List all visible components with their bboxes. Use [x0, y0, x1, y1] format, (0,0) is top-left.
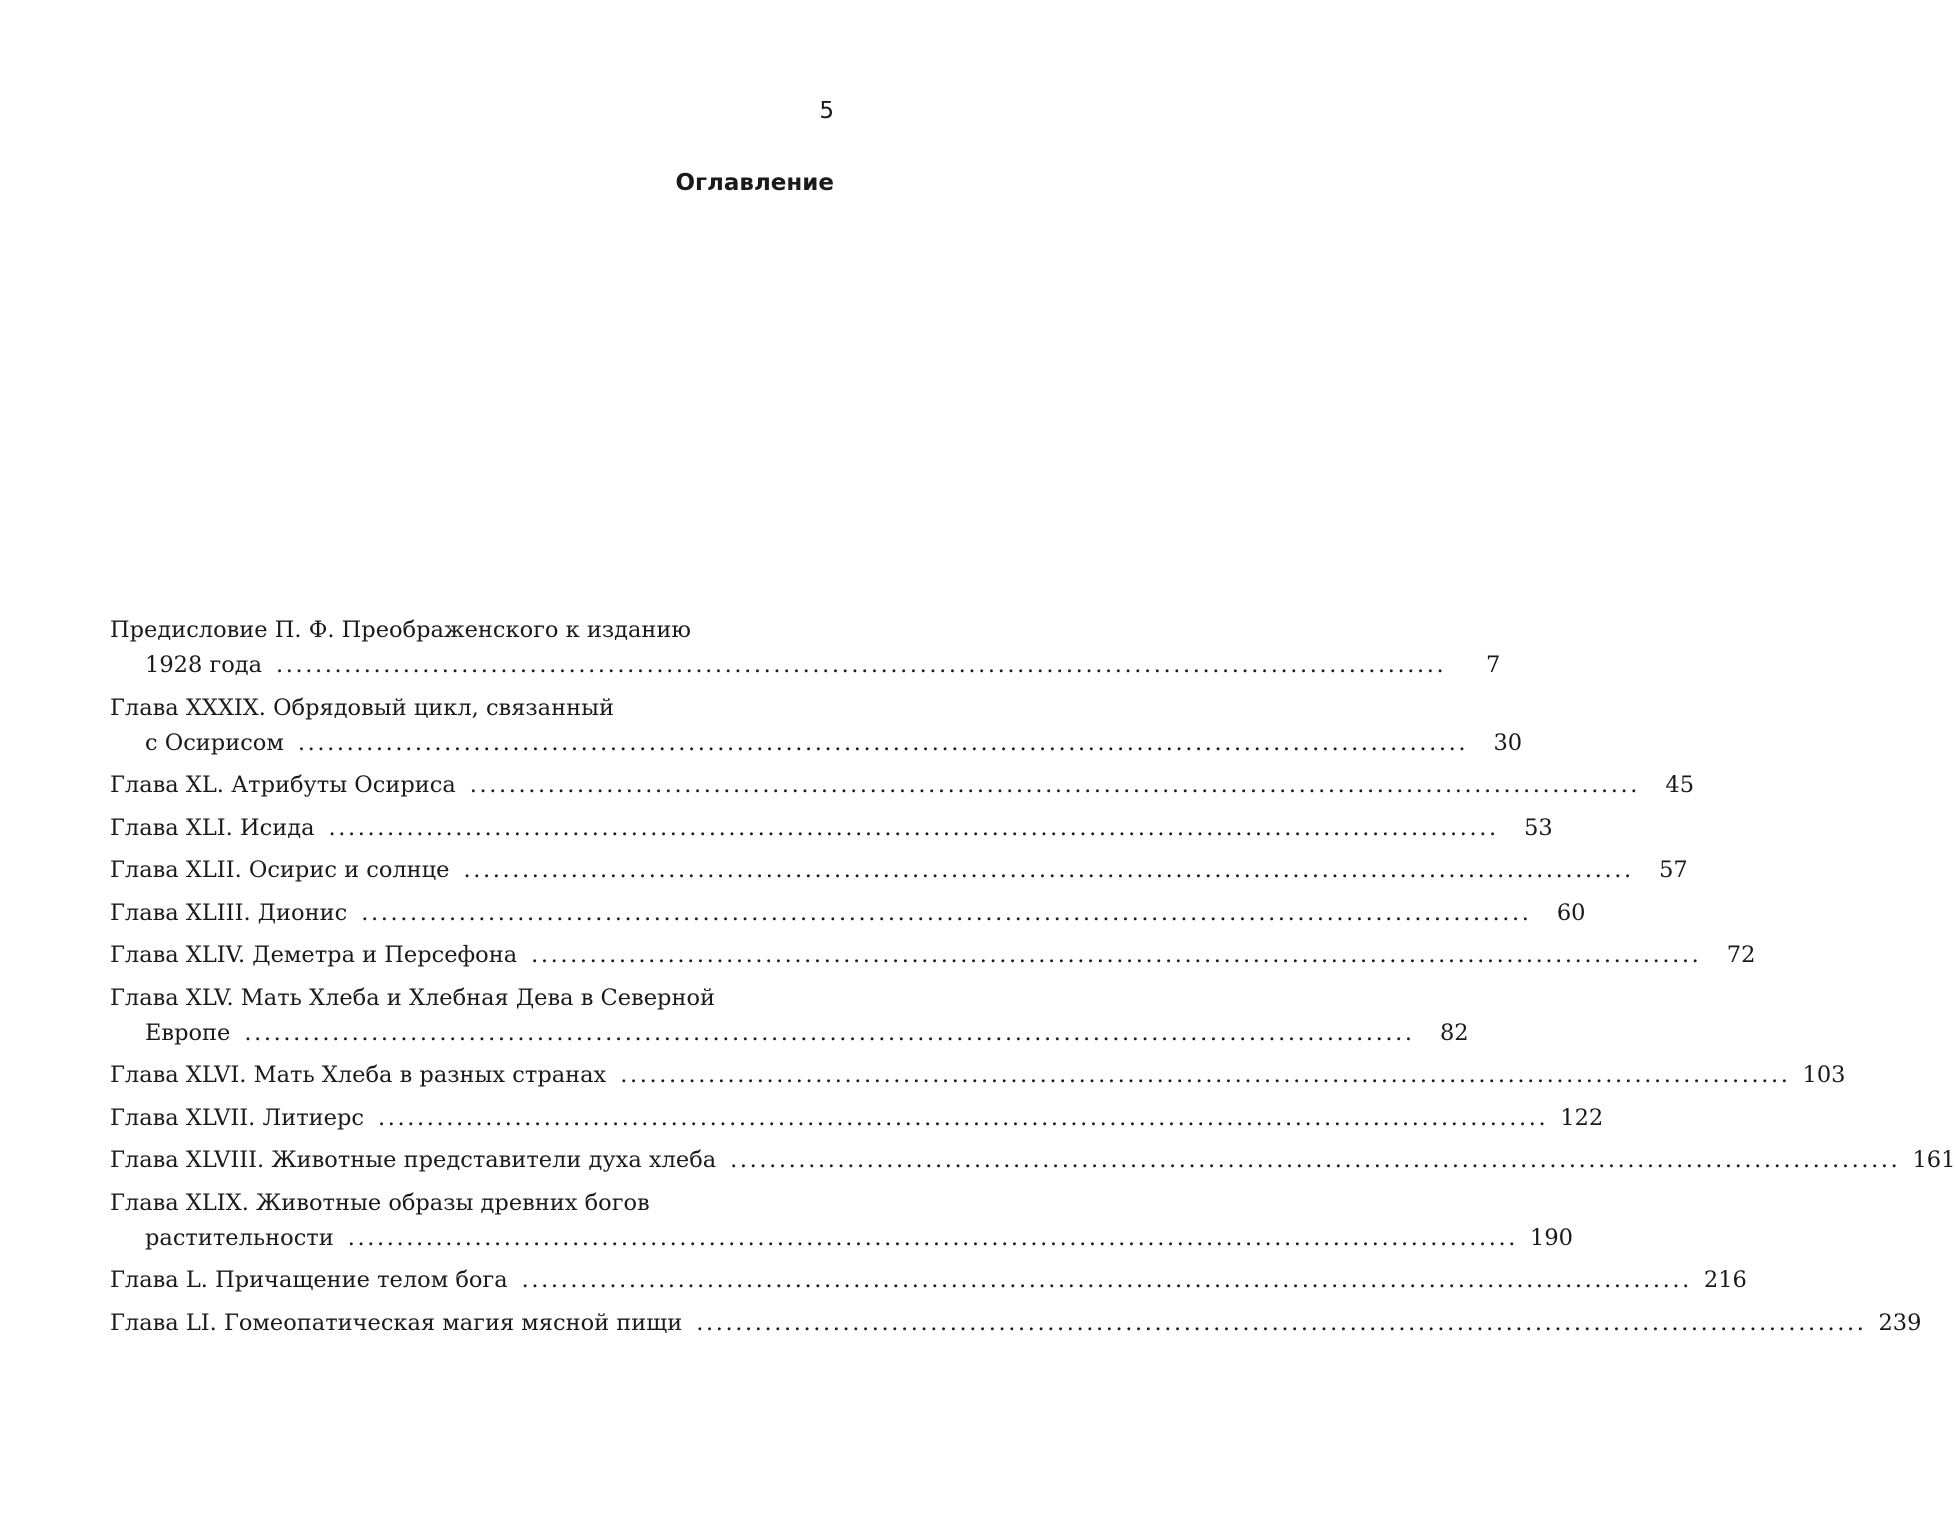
- toc-entry-title: Глава XLIII. Дионис: [110, 899, 348, 926]
- toc-entry-chapter-l[interactable]: [110, 1263, 1747, 1298]
- toc-entry-chapter-xliv[interactable]: [110, 938, 1756, 973]
- toc-entry-preface[interactable]: [110, 613, 1501, 683]
- toc-entry-chapter-xliii[interactable]: [110, 896, 1586, 931]
- dot-leader: ........................................................................................................................: [696, 1309, 1867, 1336]
- toc-entry-title: Глава XLVII. Литиерс: [110, 1104, 364, 1131]
- dot-leader: ........................................................................................................................: [463, 857, 1634, 883]
- toc-entry-chapter-xli[interactable]: [110, 811, 1553, 846]
- toc-entry-title: Глава XL. Атрибуты Осириса: [110, 772, 456, 798]
- toc-entry-chapter-xlii[interactable]: [110, 853, 1688, 888]
- toc-entry-title: Глава XLVI. Мать Хлеба в разных странах: [110, 1062, 607, 1088]
- table-of-contents: [110, 613, 1955, 1348]
- toc-entry-page: 7: [1485, 652, 1501, 678]
- toc-entry-title: Предисловие П. Ф. Преображенского к изданию: [110, 617, 691, 643]
- toc-entry-page: 53: [1524, 814, 1553, 841]
- toc-entry-chapter-xlix[interactable]: [110, 1186, 1573, 1256]
- toc-entry-chapter-xl[interactable]: [110, 768, 1695, 803]
- toc-entry-title: Глава XLIX. Животные образы древних богов: [110, 1189, 650, 1216]
- toc-entry-page: 190: [1530, 1224, 1573, 1251]
- toc-entry-page: 60: [1556, 899, 1586, 926]
- dot-leader: ........................................................................................................................: [244, 1019, 1415, 1046]
- dot-leader: ........................................................................................................................: [469, 772, 1641, 798]
- dot-leader: ........................................................................................................................: [328, 814, 1499, 841]
- toc-entry-title: Глава XXXIX. Обрядовый цикл, связанный: [110, 694, 614, 721]
- toc-entry-page: 30: [1493, 729, 1523, 756]
- dot-leader: ........................................................................................................................: [531, 942, 1702, 968]
- dot-leader: ........................................................................................................................: [347, 1224, 1519, 1251]
- toc-entry-page: 82: [1439, 1019, 1469, 1046]
- dot-leader: ........................................................................................................................: [276, 652, 1447, 678]
- page-number: 5: [819, 98, 834, 124]
- toc-entry-title-continued: 1928 года: [145, 652, 263, 678]
- toc-entry-page: 239: [1878, 1309, 1922, 1336]
- toc-entry-page: 57: [1659, 857, 1688, 883]
- toc-entry-title-continued: растительности: [145, 1224, 334, 1251]
- toc-entry-title-continued: с Осирисом: [145, 729, 284, 756]
- dot-leader: ........................................................................................................................: [620, 1062, 1791, 1088]
- toc-entry-title: Глава XLV. Мать Хлеба и Хлебная Дева в Северной: [110, 984, 715, 1011]
- toc-entry-chapter-xxxix[interactable]: [110, 691, 1523, 761]
- toc-entry-title: Глава LI. Гомеопатическая магия мясной пищи: [110, 1309, 683, 1336]
- dot-leader: ........................................................................................................................: [297, 729, 1469, 756]
- toc-entry-page: 103: [1802, 1062, 1846, 1088]
- toc-entry-title: Глава XLIV. Деметра и Персефона: [110, 942, 518, 968]
- toc-entry-title-continued: Европе: [145, 1019, 231, 1046]
- page-title: Оглавление: [675, 170, 834, 196]
- dot-leader: ........................................................................................................................: [521, 1267, 1692, 1293]
- toc-entry-title: Глава XLVIII. Животные представители духа хлеба: [110, 1147, 717, 1173]
- toc-entry-page: 122: [1560, 1104, 1604, 1131]
- toc-entry-page: 45: [1665, 772, 1695, 798]
- toc-entry-chapter-xlviii[interactable]: [110, 1143, 1955, 1178]
- toc-entry-page: 72: [1726, 942, 1756, 968]
- toc-entry-chapter-xlv[interactable]: [110, 981, 1469, 1051]
- toc-entry-page: 216: [1703, 1267, 1747, 1293]
- toc-entry-chapter-xlvi[interactable]: [110, 1058, 1846, 1093]
- dot-leader: ........................................................................................................................: [378, 1104, 1549, 1131]
- toc-entry-title: Глава L. Причащение телом бога: [110, 1267, 508, 1293]
- dot-leader: ........................................................................................................................: [730, 1147, 1901, 1173]
- toc-entry-title: Глава XLII. Осирис и солнце: [110, 857, 450, 883]
- toc-entry-page: 161: [1912, 1147, 1955, 1173]
- toc-entry-title: Глава XLI. Исида: [110, 814, 315, 841]
- toc-entry-chapter-xlvii[interactable]: [110, 1101, 1604, 1136]
- toc-entry-chapter-li[interactable]: [110, 1306, 1922, 1341]
- dot-leader: ........................................................................................................................: [361, 899, 1532, 926]
